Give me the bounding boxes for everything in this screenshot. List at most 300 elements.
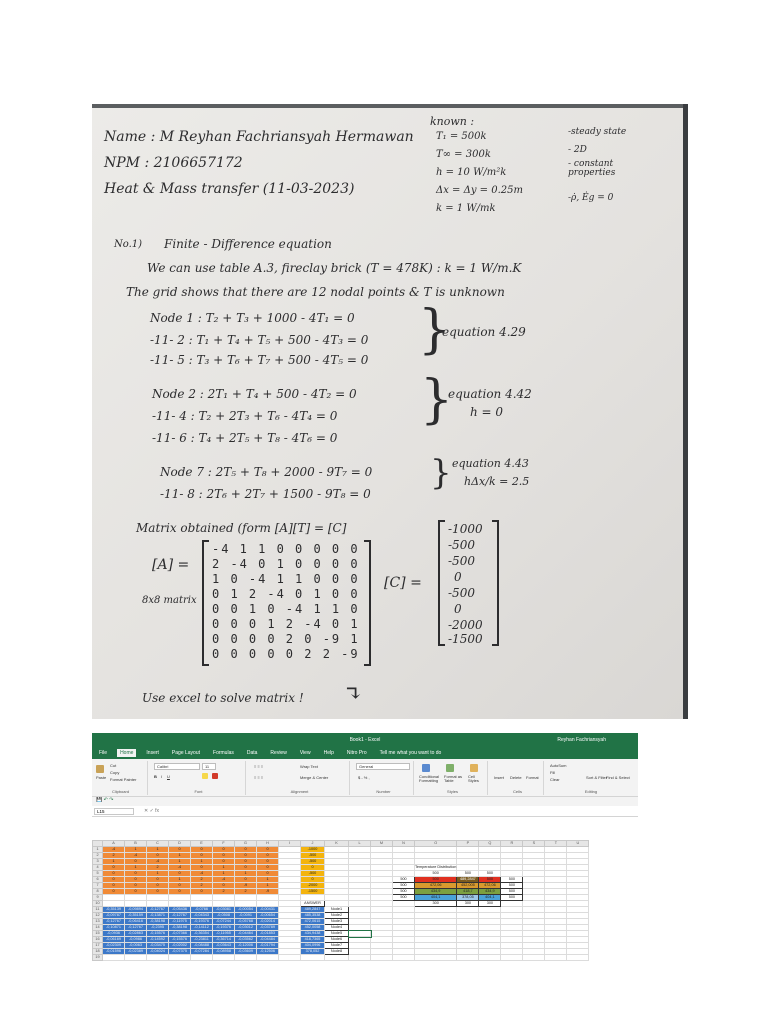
inverse-cell[interactable]: -0,02014 <box>257 919 279 925</box>
matrix-a-cell[interactable]: 0 <box>125 889 147 895</box>
matrix-a-cell[interactable]: 0 <box>257 847 279 853</box>
fill-color-icon[interactable] <box>202 773 208 779</box>
temperature-cell[interactable]: 500 <box>393 889 415 895</box>
inverse-cell[interactable]: -0,2395 <box>147 925 169 931</box>
autosum-button[interactable]: AutoSum <box>550 763 567 768</box>
column-header[interactable]: F <box>213 841 235 847</box>
cell[interactable] <box>523 955 545 961</box>
answer-node-cell[interactable]: Node3 <box>325 919 349 925</box>
temperature-cell[interactable]: 472,06 <box>479 883 501 889</box>
inverse-cell[interactable]: -0,06416 <box>125 919 147 925</box>
matrix-a-cell[interactable]: 1 <box>191 859 213 865</box>
temperature-cell[interactable]: 434,9 <box>479 889 501 895</box>
matrix-a-cell[interactable]: 0 <box>235 853 257 859</box>
column-header[interactable]: C <box>147 841 169 847</box>
matrix-a-cell[interactable]: 0 <box>103 883 125 889</box>
conditional-formatting-button[interactable]: Conditional Formatting <box>419 774 440 783</box>
cell[interactable] <box>213 955 235 961</box>
inverse-cell[interactable]: -0,07366 <box>169 931 191 937</box>
cell-styles-button[interactable]: Cell Styles <box>468 774 479 783</box>
column-header[interactable]: E <box>191 841 213 847</box>
inverse-cell[interactable]: -0,09787 <box>103 913 125 919</box>
matrix-a-cell[interactable]: 0 <box>235 877 257 883</box>
matrix-a-cell[interactable]: 0 <box>169 889 191 895</box>
inverse-cell[interactable]: -0,0091 <box>235 913 257 919</box>
temperature-cell[interactable]: 378,05 <box>457 895 479 901</box>
vector-c-cell[interactable]: -2000 <box>301 883 325 889</box>
matrix-a-cell[interactable]: 1 <box>235 871 257 877</box>
matrix-a-cell[interactable]: 0 <box>103 865 125 871</box>
matrix-a-cell[interactable]: 0 <box>257 859 279 865</box>
find-select-button[interactable]: Find & Select <box>606 775 630 780</box>
sheet-table[interactable] <box>92 840 589 961</box>
column-header[interactable]: R <box>501 841 523 847</box>
inverse-cell[interactable]: -0,19376 <box>213 925 235 931</box>
temperature-cell[interactable]: 489,2847 <box>457 877 479 883</box>
matrix-a-cell[interactable]: 1 <box>213 871 235 877</box>
cut-button[interactable]: Cut <box>110 763 117 768</box>
paste-icon[interactable] <box>96 765 104 773</box>
row-header[interactable]: 5 <box>93 871 103 877</box>
column-header[interactable]: T <box>545 841 567 847</box>
vector-c-cell[interactable]: -1000 <box>301 847 325 853</box>
matrix-a-cell[interactable]: 1 <box>169 853 191 859</box>
clear-button[interactable]: Clear <box>550 777 560 782</box>
matrix-a-cell[interactable]: 2 <box>147 865 169 871</box>
row-header[interactable]: 13 <box>93 919 103 925</box>
inverse-cell[interactable]: -0,12767 <box>147 907 169 913</box>
vector-c-cell[interactable]: 0 <box>301 865 325 871</box>
cell[interactable] <box>235 955 257 961</box>
photo-edge <box>683 104 688 719</box>
vector-c-cell[interactable]: 0 <box>301 877 325 883</box>
align-icons[interactable]: ≡ ≡ ≡ <box>254 764 264 769</box>
row-header[interactable]: 8 <box>93 889 103 895</box>
inverse-cell[interactable]: -0,12767 <box>169 913 191 919</box>
font-size-select[interactable]: 11 <box>202 763 216 770</box>
row-header[interactable]: 3 <box>93 859 103 865</box>
matrix-a-cell[interactable]: -4 <box>213 877 235 883</box>
tab-insert[interactable]: Insert <box>146 750 159 756</box>
format-cells-button[interactable]: Format <box>526 775 539 780</box>
column-header[interactable]: I <box>279 841 301 847</box>
answer-node-cell[interactable]: Node4 <box>325 925 349 931</box>
matrix-a-cell[interactable]: 1 <box>257 883 279 889</box>
column-header[interactable]: B <box>125 841 147 847</box>
matrix-a-row: 1 0 -4 1 1 0 0 0 <box>212 572 360 586</box>
column-header[interactable]: D <box>169 841 191 847</box>
name-box[interactable]: L15 <box>94 808 134 815</box>
cell[interactable] <box>545 955 567 961</box>
column-header[interactable]: H <box>257 841 279 847</box>
temperature-cell[interactable]: 452,005 <box>457 883 479 889</box>
answer-node-cell[interactable]: Node8 <box>325 949 349 955</box>
matrix-a-cell[interactable]: 1 <box>147 871 169 877</box>
temperature-cell[interactable]: 418,7 <box>457 889 479 895</box>
matrix-a-cell[interactable]: 0 <box>103 877 125 883</box>
format-as-table-button[interactable]: Format as Table <box>444 774 463 783</box>
row-header[interactable]: 4 <box>93 865 103 871</box>
matrix-a-cell[interactable]: 0 <box>169 883 191 889</box>
spreadsheet-grid[interactable] <box>92 840 589 961</box>
row-header[interactable]: 19 <box>93 955 103 961</box>
matrix-a-cell[interactable]: 0 <box>169 871 191 877</box>
matrix-a-cell[interactable]: 1 <box>147 847 169 853</box>
inverse-cell[interactable]: -0,13871 <box>147 913 169 919</box>
font-color-icon[interactable] <box>212 773 218 779</box>
delete-cells-button[interactable]: Delete <box>510 775 522 780</box>
cell[interactable] <box>349 955 371 961</box>
answer-node-cell[interactable]: Node7 <box>325 943 349 949</box>
matrix-a-cell[interactable]: 0 <box>125 859 147 865</box>
answer-value-cell[interactable]: 418,7365 <box>301 937 325 943</box>
inverse-cell[interactable]: -0,36354 <box>191 931 213 937</box>
answer-value-cell[interactable]: 404,0996 <box>301 943 325 949</box>
temperature-cell[interactable]: 500 <box>415 871 457 877</box>
tab-home[interactable]: Home <box>117 749 136 757</box>
matrix-a-cell[interactable]: -4 <box>191 871 213 877</box>
temperature-cell[interactable]: 500 <box>501 883 523 889</box>
answer-node-cell[interactable]: Node1 <box>325 907 349 913</box>
inverse-cell[interactable]: -0,02002 <box>169 943 191 949</box>
number-format-select[interactable]: General <box>356 763 410 770</box>
inverse-cell[interactable]: -0,02863 <box>125 931 147 937</box>
editing-group <box>548 761 634 795</box>
matrix-a-cell[interactable]: 0 <box>125 877 147 883</box>
temperature-cell[interactable]: 500 <box>393 877 415 883</box>
temperature-cell[interactable]: 500 <box>479 877 501 883</box>
matrix-a-cell[interactable]: 0 <box>213 847 235 853</box>
inverse-cell[interactable]: -0,03643 <box>213 943 235 949</box>
inverse-cell[interactable]: -0,04464 <box>235 931 257 937</box>
tell-me-search[interactable]: Tell me what you want to do <box>379 750 442 756</box>
matrix-a-cell[interactable]: 0 <box>235 859 257 865</box>
inverse-cell[interactable]: -0,38198 <box>147 919 169 925</box>
cell[interactable] <box>279 955 301 961</box>
tab-view[interactable]: View <box>299 750 311 756</box>
inverse-cell[interactable]: -0,06169 <box>103 937 125 943</box>
inverse-cell[interactable]: -0,01794 <box>257 943 279 949</box>
matrix-a-cell[interactable]: 1 <box>103 859 125 865</box>
cell[interactable] <box>415 955 457 961</box>
cell[interactable] <box>501 955 523 961</box>
node-equation: -11- 2 : T₁ + T₄ + T₅ + 500 - 4T₃ = 0 <box>150 333 369 347</box>
inverse-cell[interactable]: -0,12767 <box>125 925 147 931</box>
matrix-a-cell[interactable]: 0 <box>103 889 125 895</box>
temperature-cell[interactable]: 500 <box>501 895 523 901</box>
answer-value-cell[interactable]: 452,0058 <box>301 925 325 931</box>
matrix-a-cell[interactable]: 0 <box>103 871 125 877</box>
temperature-cell[interactable]: 500 <box>393 895 415 901</box>
inverse-cell[interactable]: -0,07244 <box>213 919 235 925</box>
tab-data[interactable]: Data <box>246 750 258 756</box>
temperature-cell[interactable]: 472,06 <box>415 883 457 889</box>
column-header[interactable]: J <box>301 841 325 847</box>
align-icons[interactable]: ≡ ≡ ≡ <box>254 775 264 780</box>
cell[interactable] <box>301 955 325 961</box>
inverse-cell[interactable]: -0,11955 <box>213 931 235 937</box>
inverse-cell[interactable]: -0,10871 <box>103 925 125 931</box>
temperature-cell[interactable]: 300 <box>479 901 501 907</box>
matrix-a-cell[interactable]: 0 <box>257 853 279 859</box>
formula-icons[interactable]: ✕ ✓ fx <box>144 808 160 814</box>
inverse-cell[interactable]: -0,0986 <box>125 937 147 943</box>
row-header[interactable]: 6 <box>93 877 103 883</box>
inverse-cell[interactable]: -0,12006 <box>235 943 257 949</box>
temperature-cell[interactable]: 500 <box>415 877 457 883</box>
format-table-icon[interactable] <box>446 764 454 772</box>
inverse-cell[interactable]: -0,09894 <box>125 907 147 913</box>
matrix-a-cell[interactable]: 0 <box>213 853 235 859</box>
matrix-a-cell[interactable]: -9 <box>257 889 279 895</box>
matrix-a-cell[interactable]: 2 <box>213 889 235 895</box>
column-header[interactable]: K <box>325 841 349 847</box>
inverse-cell[interactable]: -0,03475 <box>147 943 169 949</box>
tab-file[interactable]: File <box>99 750 108 756</box>
matrix-a-cell[interactable]: 0 <box>147 853 169 859</box>
quick-access-toolbar[interactable]: 💾 ↶ ↷ <box>92 797 638 806</box>
format-painter-button[interactable]: Format Painter <box>110 777 137 782</box>
user-name[interactable]: Reyhan Fachriansyah <box>557 737 606 743</box>
answer-value-cell[interactable]: 489,2847 <box>301 907 325 913</box>
inverse-cell[interactable]: -0,03562 <box>235 937 257 943</box>
inverse-cell[interactable]: -0,02309 <box>103 943 125 949</box>
inverse-cell[interactable]: -0,35159 <box>125 913 147 919</box>
row-header[interactable]: 16 <box>93 937 103 943</box>
inverse-cell[interactable]: -0,19376 <box>191 919 213 925</box>
inverse-cell[interactable]: -0,00654 <box>257 913 279 919</box>
inverse-cell[interactable]: -0,0766 <box>191 907 213 913</box>
answer-value-cell[interactable]: 485,3538 <box>301 913 325 919</box>
temperature-cell[interactable]: 500 <box>457 871 479 877</box>
inverse-cell[interactable]: -0,07375 <box>169 949 191 955</box>
student-npm: NPM : 2106657172 <box>104 155 243 171</box>
temperature-cell[interactable]: 500 <box>393 883 415 889</box>
cell[interactable] <box>479 955 501 961</box>
vector-c-cell[interactable]: -1500 <box>301 889 325 895</box>
vector-c-value: -500 <box>448 554 475 568</box>
column-header[interactable]: N <box>393 841 415 847</box>
column-header[interactable]: L <box>349 841 371 847</box>
cell[interactable] <box>257 955 279 961</box>
row-header[interactable]: 1 <box>93 847 103 853</box>
paste-button[interactable]: Paste <box>96 775 107 780</box>
bold-button[interactable]: B <box>154 774 157 779</box>
answer-label-cell[interactable]: ANSWER <box>301 901 325 907</box>
row-header[interactable]: 2 <box>93 853 103 859</box>
cell[interactable] <box>169 955 191 961</box>
matrix-a-cell[interactable]: 1 <box>125 865 147 871</box>
matrix-a-cell[interactable]: 0 <box>147 877 169 883</box>
row-header[interactable]: 11 <box>93 907 103 913</box>
inverse-cell[interactable]: -0,0508 <box>213 913 235 919</box>
inverse-cell[interactable]: -0,15576 <box>147 931 169 937</box>
column-header[interactable]: Q <box>479 841 501 847</box>
row-header[interactable]: 17 <box>93 943 103 949</box>
inverse-cell[interactable]: -0,0936 <box>103 931 125 937</box>
matrix-a-cell[interactable]: 1 <box>169 859 191 865</box>
column-header[interactable]: P <box>457 841 479 847</box>
matrix-a-cell[interactable]: 0 <box>125 871 147 877</box>
matrix-a-cell[interactable]: 0 <box>257 871 279 877</box>
matrix-a-cell[interactable]: 0 <box>169 847 191 853</box>
matrix-a-cell[interactable]: 0 <box>125 883 147 889</box>
inverse-cell[interactable]: -0,01853 <box>257 931 279 937</box>
answer-value-cell[interactable]: 472,0615 <box>301 919 325 925</box>
column-header[interactable]: A <box>103 841 125 847</box>
inverse-cell[interactable]: -0,01596 <box>103 949 125 955</box>
copy-button[interactable]: Copy <box>110 770 120 775</box>
vector-c-cell[interactable]: -500 <box>301 871 325 877</box>
matrix-a-cell[interactable]: -9 <box>235 883 257 889</box>
column-header[interactable]: U <box>567 841 589 847</box>
answer-value-cell[interactable]: 378,052 <box>301 949 325 955</box>
inverse-cell[interactable]: -0,0063 <box>125 943 147 949</box>
column-header[interactable]: O <box>415 841 457 847</box>
row-header[interactable]: 9 <box>93 895 103 901</box>
matrix-a-cell[interactable]: 1 <box>125 847 147 853</box>
inverse-cell[interactable]: -0,36714 <box>213 937 235 943</box>
sort-filter-button[interactable]: Sort & Filter <box>586 775 608 780</box>
temperature-cell[interactable]: 500 <box>479 871 501 877</box>
matrix-a-cell[interactable]: 0 <box>147 883 169 889</box>
matrix-a-cell[interactable]: 1 <box>257 877 279 883</box>
known-item: T∞ = 300k <box>436 149 491 160</box>
inverse-cell[interactable]: -0,35139 <box>103 907 125 913</box>
vector-c-cell[interactable]: -500 <box>301 853 325 859</box>
number-format-icons[interactable]: $ - % , <box>358 775 370 780</box>
row-header[interactable]: 12 <box>93 913 103 919</box>
inverse-cell[interactable]: -0,00054 <box>235 907 257 913</box>
tab-formulas[interactable]: Formulas <box>213 750 234 756</box>
inverse-cell[interactable]: -0,12506 <box>257 949 279 955</box>
temperature-cell[interactable]: 500 <box>501 889 523 895</box>
inverse-cell[interactable]: -0,07284 <box>191 949 213 955</box>
row-header[interactable]: 14 <box>93 925 103 931</box>
inverse-cell[interactable]: -0,08488 <box>191 943 213 949</box>
answer-value-cell[interactable]: 434,9438 <box>301 931 325 937</box>
column-header[interactable]: G <box>235 841 257 847</box>
answer-node-cell[interactable]: Node2 <box>325 913 349 919</box>
matrix-a-cell[interactable]: -4 <box>103 847 125 853</box>
cell[interactable] <box>125 955 147 961</box>
row-header[interactable]: 7 <box>93 883 103 889</box>
answer-node-cell[interactable]: Node6 <box>325 937 349 943</box>
inverse-cell[interactable]: -0,03609 <box>235 949 257 955</box>
font-name-select[interactable]: Calibri <box>154 763 200 770</box>
alignment-group <box>250 761 350 795</box>
inverse-cell[interactable]: -0,03081 <box>213 907 235 913</box>
matrix-a-cell[interactable]: 2 <box>191 883 213 889</box>
inverse-cell[interactable]: -0,02389 <box>125 949 147 955</box>
vector-c-cell[interactable]: -500 <box>301 859 325 865</box>
matrix-a-cell[interactable]: 2 <box>191 877 213 883</box>
inverse-cell[interactable]: -0,11975 <box>169 919 191 925</box>
matrix-a-cell[interactable]: 0 <box>213 859 235 865</box>
inverse-cell[interactable]: -0,03789 <box>257 925 279 931</box>
fill-button[interactable]: Fill <box>550 770 556 775</box>
matrix-a-cell[interactable]: 2 <box>235 889 257 895</box>
cell[interactable] <box>325 955 349 961</box>
insert-cells-button[interactable]: Insert <box>494 775 505 780</box>
inverse-cell[interactable]: -0,04024 <box>147 949 169 955</box>
tab-help[interactable]: Help <box>323 750 334 756</box>
answer-node-cell[interactable]: Node5 <box>325 931 349 937</box>
inverse-cell[interactable]: -0,00431 <box>257 907 279 913</box>
matrix-a-cell[interactable]: 0 <box>235 865 257 871</box>
cell[interactable] <box>103 955 125 961</box>
matrix-a-cell[interactable]: 0 <box>235 847 257 853</box>
matrix-a-cell[interactable]: 2 <box>103 853 125 859</box>
temperature-title-cell[interactable]: Temperature Distribution <box>415 865 457 869</box>
inverse-cell[interactable]: -0,23811 <box>191 937 213 943</box>
inverse-cell[interactable]: -0,14592 <box>147 937 169 943</box>
merge-center-button[interactable]: Merge & Center <box>300 775 329 780</box>
matrix-a-cell[interactable]: -4 <box>125 853 147 859</box>
cell[interactable] <box>191 955 213 961</box>
temperature-cell[interactable]: 300 <box>415 901 457 907</box>
row-header[interactable]: 15 <box>93 931 103 937</box>
cell[interactable] <box>147 955 169 961</box>
inverse-cell[interactable]: -0,14112 <box>191 925 213 931</box>
inverse-cell[interactable]: -0,05768 <box>235 919 257 925</box>
matrix-a-cell[interactable]: 1 <box>213 865 235 871</box>
cell[interactable] <box>393 955 415 961</box>
inverse-cell[interactable]: -0,08958 <box>213 949 235 955</box>
matrix-a-cell[interactable]: 0 <box>191 853 213 859</box>
inverse-cell[interactable]: -0,38198 <box>169 925 191 931</box>
inverse-cell[interactable]: -0,04343 <box>191 913 213 919</box>
tab-nitro-pro[interactable]: Nitro Pro <box>346 750 367 756</box>
inverse-cell[interactable]: -0,04484 <box>257 937 279 943</box>
matrix-a-cell[interactable]: -4 <box>147 859 169 865</box>
matrix-a-cell[interactable]: 0 <box>147 889 169 895</box>
temperature-cell[interactable]: 500 <box>501 877 523 883</box>
underline-button[interactable]: U <box>167 774 170 779</box>
matrix-a-cell[interactable]: 0 <box>191 889 213 895</box>
wrap-text-button[interactable]: Wrap Text <box>300 764 318 769</box>
inverse-cell[interactable]: -0,15576 <box>169 937 191 943</box>
matrix-a-cell[interactable]: -4 <box>169 865 191 871</box>
inverse-cell[interactable]: -0,12767 <box>103 919 125 925</box>
tab-review[interactable]: Review <box>270 750 287 756</box>
inverse-cell[interactable]: -0,03012 <box>235 925 257 931</box>
cell[interactable] <box>457 955 479 961</box>
matrix-a-cell[interactable]: 0 <box>191 847 213 853</box>
cell[interactable] <box>371 955 393 961</box>
matrix-a-cell[interactable]: 0 <box>191 865 213 871</box>
temperature-cell[interactable]: 434,9 <box>415 889 457 895</box>
row-header[interactable]: 10 <box>93 901 103 907</box>
column-header[interactable]: S <box>523 841 545 847</box>
row-header[interactable]: 18 <box>93 949 103 955</box>
matrix-a-cell[interactable]: 0 <box>213 883 235 889</box>
matrix-a-cell[interactable]: 0 <box>257 865 279 871</box>
conditional-formatting-icon[interactable] <box>422 764 430 772</box>
matrix-a-cell[interactable]: 1 <box>169 877 191 883</box>
temperature-cell[interactable]: 404,1 <box>479 895 501 901</box>
curly-brace: } <box>430 453 452 493</box>
cell-styles-icon[interactable] <box>470 764 478 772</box>
temperature-cell[interactable]: 404,1 <box>415 895 457 901</box>
tab-page-layout[interactable]: Page Layout <box>171 750 201 756</box>
cell[interactable] <box>567 955 589 961</box>
column-header[interactable]: M <box>371 841 393 847</box>
italic-button[interactable]: I <box>161 774 163 779</box>
temperature-cell[interactable]: 300 <box>457 901 479 907</box>
inverse-cell[interactable]: -0,05436 <box>169 907 191 913</box>
vector-c-value: -2000 <box>448 618 483 632</box>
